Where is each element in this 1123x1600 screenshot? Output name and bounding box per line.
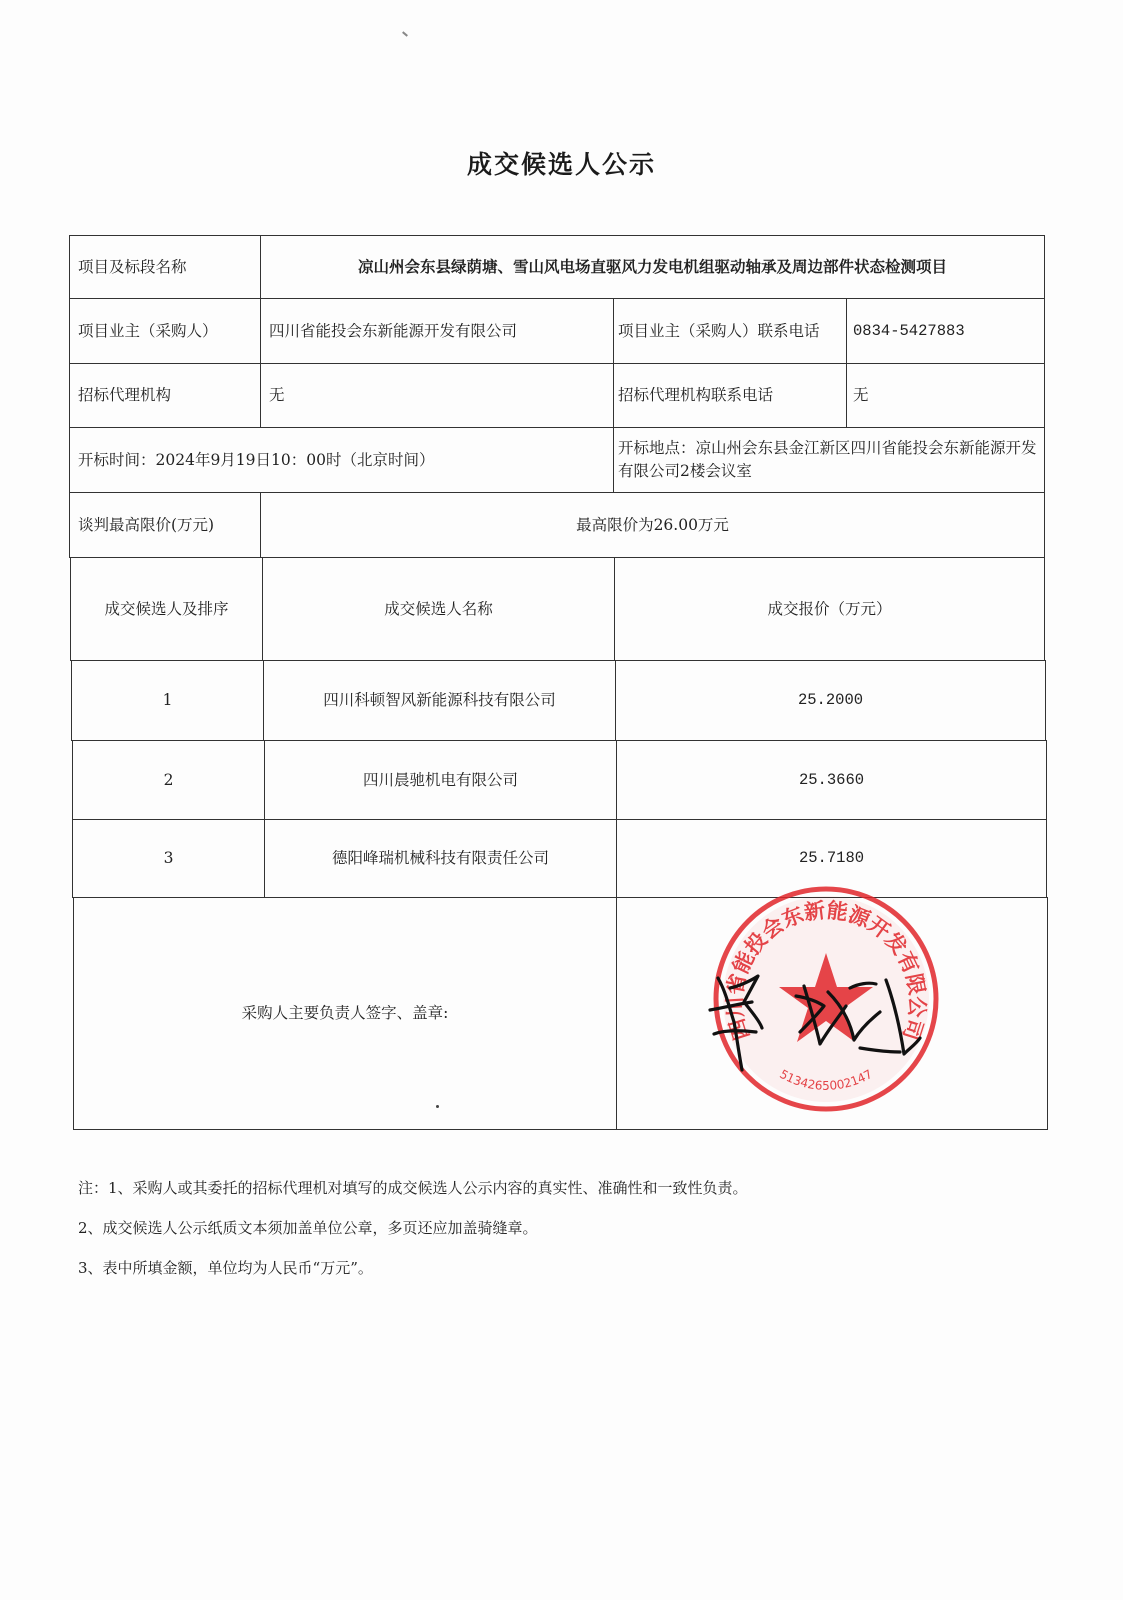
- candidate-price: 25.2000: [615, 660, 1046, 741]
- candidate-price: 25.3660: [616, 740, 1047, 820]
- header-price: 成交报价（万元）: [614, 557, 1045, 661]
- agency-phone-label: 招标代理机构联系电话: [613, 363, 847, 428]
- signature-label: 采购人主要负责人签字、盖章:: [73, 897, 617, 1130]
- note-item: 注：1、采购人或其委托的招标代理机对填写的成交候选人公示内容的真实性、准确性和一致性负责。: [78, 1179, 748, 1197]
- notes-section: [78, 1168, 748, 1288]
- candidate-name: 四川科顿智风新能源科技有限公司: [263, 660, 616, 741]
- agency-phone-value: 无: [846, 363, 1045, 428]
- candidate-name: 四川晨驰机电有限公司: [264, 740, 617, 820]
- project-name-value: 凉山州会东县绿荫塘、雪山风电场直驱风力发电机组驱动轴承及周边部件状态检测项目: [260, 235, 1045, 299]
- note-item: 3、表中所填金额，单位均为人民币“万元”。: [78, 1259, 373, 1277]
- candidate-rank: 2: [72, 740, 265, 820]
- open-place: 开标地点：凉山州会东县金江新区四川省能投会东新能源开发有限公司2楼会议室: [613, 427, 1045, 493]
- ink-dot: [436, 1105, 439, 1108]
- price-limit-label: 谈判最高限价(万元): [69, 492, 261, 558]
- owner-phone-label: 项目业主（采购人）联系电话: [613, 298, 847, 364]
- candidate-name: 德阳峰瑞机械科技有限责任公司: [264, 819, 617, 898]
- header-rank: 成交候选人及排序: [70, 557, 263, 661]
- price-limit-value: 最高限价为26.00万元: [260, 492, 1045, 558]
- candidate-price: 25.7180: [616, 819, 1047, 898]
- seal-text: 四川省能投会东新能源开发有限公司: [722, 898, 930, 1044]
- handwritten-signature-icon: [700, 958, 930, 1078]
- note-item: 2、成交候选人公示纸质文本须加盖单位公章，多页还应加盖骑缝章。: [78, 1219, 538, 1237]
- owner-phone-value: 0834-5427883: [846, 298, 1045, 364]
- candidate-rank: 3: [72, 819, 265, 898]
- owner-value: 四川省能投会东新能源开发有限公司: [260, 298, 614, 364]
- agency-value: 无: [260, 363, 614, 428]
- owner-label: 项目业主（采购人）: [69, 298, 261, 364]
- page-title: 成交候选人公示: [466, 150, 656, 179]
- open-time: 开标时间：2024年9月19日10：00时（北京时间）: [69, 427, 614, 493]
- candidate-rank: 1: [71, 660, 264, 741]
- header-name: 成交候选人名称: [262, 557, 615, 661]
- project-name-label: 项目及标段名称: [69, 235, 261, 299]
- seal-number: 5134265002147: [777, 1066, 875, 1093]
- agency-label: 招标代理机构: [69, 363, 261, 428]
